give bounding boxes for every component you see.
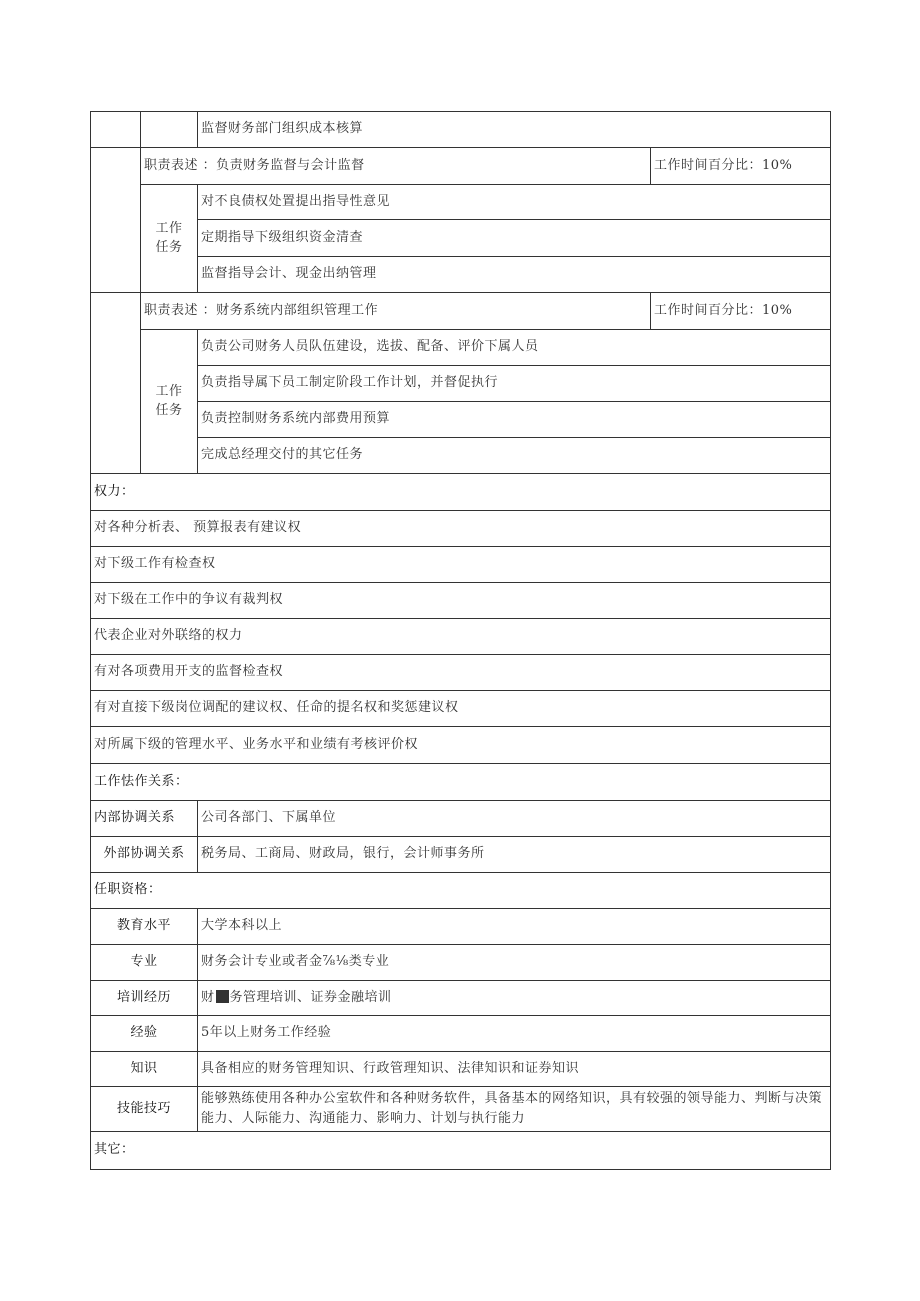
training-value-part: 务管理培训、证券金融培训 xyxy=(229,989,392,1005)
knowledge-value: 具备相应的财务管理知识、行政管理知识、法律知识和证券知识 xyxy=(198,1052,831,1087)
time-percentage: 工作时间百分比：10% xyxy=(651,148,831,185)
internal-relation-value: 公司各部门、下属单位 xyxy=(198,801,831,837)
task-row xyxy=(91,366,831,402)
qualifications-header-row xyxy=(91,873,831,909)
training-value xyxy=(198,981,831,1016)
skills-row xyxy=(91,1087,831,1132)
relations-title: 工作怯作关系： xyxy=(91,764,831,801)
task-row xyxy=(91,220,831,257)
authority-row xyxy=(91,691,831,727)
authority-row xyxy=(91,511,831,547)
internal-relation-row xyxy=(91,801,831,837)
task-item: 完成总经理交付的其它任务 xyxy=(198,438,831,474)
experience-row xyxy=(91,1016,831,1052)
training-row xyxy=(91,981,831,1016)
other-title: 其它： xyxy=(91,1132,831,1170)
duty-description: 职责表述 ：负责财务监督与会计监督 xyxy=(141,148,651,185)
authority-header-row xyxy=(91,474,831,511)
authority-row xyxy=(91,583,831,619)
skills-label: 技能技巧 xyxy=(91,1087,198,1132)
duty-row xyxy=(91,148,831,185)
task-label: 工作 任务 xyxy=(141,185,198,293)
skills-value: 能够熟练使用各种办公室软件和各种财务软件，具备基本的网络知识，具有较强的领导能力、判断与决策能力、人际能力、沟通能力、影响力、计划与执行能力 xyxy=(198,1087,831,1132)
education-row xyxy=(91,909,831,945)
duty-row xyxy=(91,293,831,330)
task-item: 监督财务部门组织成本核算 xyxy=(198,112,831,148)
authority-title: 权力： xyxy=(91,474,831,511)
knowledge-label: 知识 xyxy=(91,1052,198,1087)
authority-item: 有对各项费用开支的监督检查权 xyxy=(91,655,831,691)
authority-item: 对各种分析表、 预算报表有建议权 xyxy=(91,511,831,547)
authority-item: 有对直接下级岗位调配的建议权、任命的提名权和奖惩建议权 xyxy=(91,691,831,727)
task-item: 对不良债权处置提出指导性意见 xyxy=(198,185,831,220)
top-row xyxy=(91,112,831,148)
task-item: 负责公司财务人员队伍建设，选拔、配备、评价下属人员 xyxy=(198,330,831,366)
authority-row xyxy=(91,619,831,655)
experience-value: 5年以上财务工作经验 xyxy=(198,1016,831,1052)
external-relation-label: 外部协调关系 xyxy=(91,837,198,873)
task-item: 负责指导属下员工制定阶段工作计划，并督促执行 xyxy=(198,366,831,402)
authority-item: 代表企业对外联络的权力 xyxy=(91,619,831,655)
authority-row xyxy=(91,655,831,691)
task-row xyxy=(91,402,831,438)
blank-cell xyxy=(91,293,141,474)
task-row xyxy=(91,257,831,293)
task-row xyxy=(91,438,831,474)
education-label: 教育水平 xyxy=(91,909,198,945)
task-row xyxy=(91,185,831,220)
authority-row xyxy=(91,547,831,583)
qualifications-title: 任职资格： xyxy=(91,873,831,909)
relations-header-row xyxy=(91,764,831,801)
internal-relation-label: 内部协调关系 xyxy=(91,801,198,837)
major-value: 财务会计专业或者金⅞⅛类专业 xyxy=(198,945,831,981)
task-item: 定期指导下级组织资金清查 xyxy=(198,220,831,257)
task-label: 工作 任务 xyxy=(141,330,198,474)
task-item: 监督指导会计、现金出纳管理 xyxy=(198,257,831,293)
authority-item: 对下级在工作中的争议有裁判权 xyxy=(91,583,831,619)
blank-cell xyxy=(91,112,141,148)
task-row xyxy=(91,330,831,366)
authority-item: 对所属下级的管理水平、业务水平和业绩有考核评价权 xyxy=(91,727,831,764)
authority-row xyxy=(91,727,831,764)
authority-item: 对下级工作有检查权 xyxy=(91,547,831,583)
experience-label: 经验 xyxy=(91,1016,198,1052)
job-description-table xyxy=(90,111,831,1170)
blank-cell xyxy=(141,112,198,148)
knowledge-row xyxy=(91,1052,831,1087)
time-percentage: 工作时间百分比：10% xyxy=(651,293,831,330)
task-item: 负责控制财务系统内部费用预算 xyxy=(198,402,831,438)
training-label: 培训经历 xyxy=(91,981,198,1016)
duty-description: 职责表述 ：财务系统内部组织管理工作 xyxy=(141,293,651,330)
external-relation-row xyxy=(91,837,831,873)
major-label: 专业 xyxy=(91,945,198,981)
major-row xyxy=(91,945,831,981)
external-relation-value: 税务局、工商局、财政局，银行，会计师事务所 xyxy=(198,837,831,873)
education-value: 大学本科以上 xyxy=(198,909,831,945)
redaction-mark xyxy=(216,990,229,1003)
other-row xyxy=(91,1132,831,1170)
training-value-part: 财 xyxy=(201,989,215,1005)
blank-cell xyxy=(91,148,141,293)
